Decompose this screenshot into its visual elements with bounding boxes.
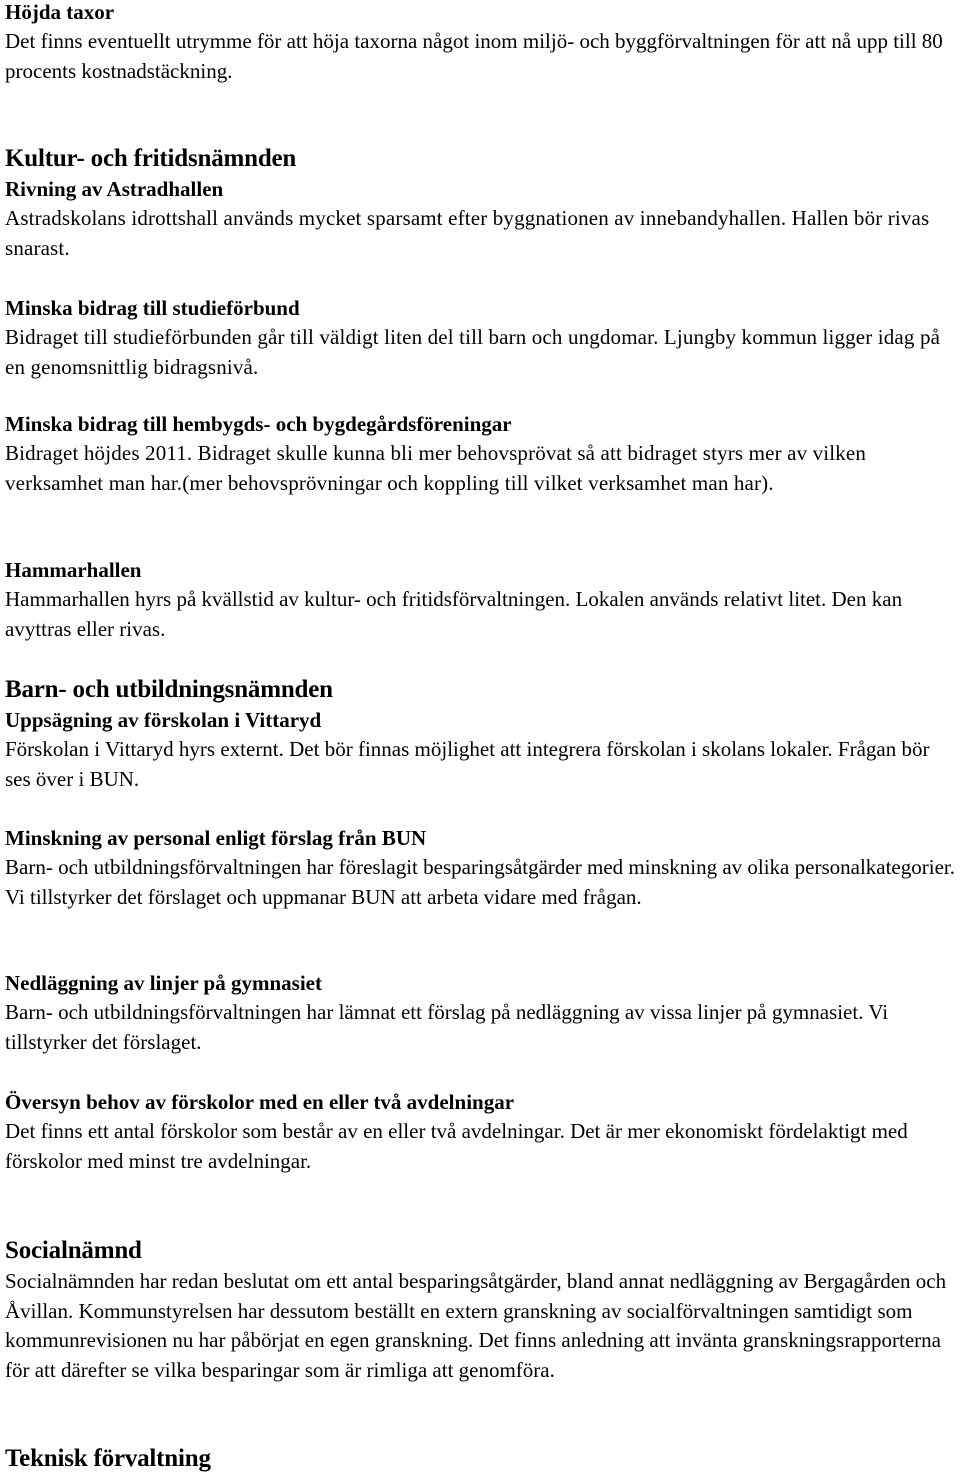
chapter-title-kultur: Kultur- och fritidsnämnden <box>5 145 297 172</box>
item-body-personal: Barn- och utbildningsförvaltningen har föreslagit besparingsåtgärder med minskning av olika personalkategorier. Vi tillstyrker det förslaget och uppmanar BUN att arbeta vidare med frågan. <box>5 855 955 909</box>
item-heading-gymnasiet: Nedläggning av linjer på gymnasiet <box>5 971 322 995</box>
item-body-hammarhallen: Hammarhallen hyrs på kvällstid av kultur- och fritidsförvaltningen. Lokalen används relativt litet. Den kan avyttras eller rivas. <box>5 587 903 641</box>
item-body-hembygd: Bidraget höjdes 2011. Bidraget skulle kunna bli mer behovsprövat så att bidraget styrs mer av vilken verksamhet man har.(mer behovsprövningar och koppling till vilket verksamhet man har). <box>5 441 867 495</box>
item-heading-hembygd: Minska bidrag till hembygds- och bygdegårdsföreningar <box>5 412 512 436</box>
item-body-vittaryd: Förskolan i Vittaryd hyrs externt. Det bör finnas möjlighet att integrera förskolan i skolans lokaler. Frågan bör ses över i BUN. <box>5 737 930 791</box>
item-body-astradhallen: Astradskolans idrottshall används mycket sparsamt efter byggnationen av innebandyhallen. Hallen bör rivas snarast. <box>5 206 930 260</box>
chapter-title-social: Socialnämnd <box>5 1237 142 1264</box>
chapter-title-teknisk: Teknisk förvaltning <box>5 1445 211 1472</box>
item-heading-personal: Minskning av personal enligt förslag från BUN <box>5 826 427 850</box>
item-heading-forskolor: Översyn behov av förskolor med en eller två avdelningar <box>5 1090 515 1114</box>
item-heading-hammarhallen: Hammarhallen <box>5 558 142 582</box>
item-heading-studieforbund: Minska bidrag till studieförbund <box>5 296 300 320</box>
item-body-gymnasiet: Barn- och utbildningsförvaltningen har lämnat ett förslag på nedläggning av vissa linjer på gymnasiet. Vi tillstyrker det förslaget. <box>5 1000 889 1054</box>
item-body-studieforbund: Bidraget till studieförbunden går till väldigt liten del till barn och ungdomar. Ljungby kommun ligger idag på en genomsnittlig bidragsnivå. <box>5 325 941 379</box>
section-body-hojda-taxor: Det finns eventuellt utrymme för att höja taxorna något inom miljö- och byggförvaltningen för att nå upp till 80 procents kostnadstäckning. <box>5 29 943 83</box>
chapter-body-social: Socialnämnden har redan beslutat om ett antal besparingsåtgärder, bland annat nedläggning av Bergagården och Åvillan. Kommunstyrelsen har dessutom beställt en extern granskning av socialförvaltningen samtidigt som kommunrevisionen nu har påbörjat en egen granskning. Det finns anledning att invänta granskningsrapporterna för att därefter se vilka besparingar som är rimliga att genomföra. <box>5 1269 947 1382</box>
item-heading-vittaryd: Uppsägning av förskolan i Vittaryd <box>5 708 322 732</box>
item-body-forskolor: Det finns ett antal förskolor som består av en eller två avdelningar. Det är mer ekonomiskt fördelaktigt med förskolor med minst tre avdelningar. <box>5 1119 908 1173</box>
section-heading-hojda-taxor: Höjda taxor <box>5 0 115 24</box>
chapter-title-barn: Barn- och utbildningsnämnden <box>5 676 333 703</box>
item-heading-astradhallen: Rivning av Astradhallen <box>5 177 224 201</box>
